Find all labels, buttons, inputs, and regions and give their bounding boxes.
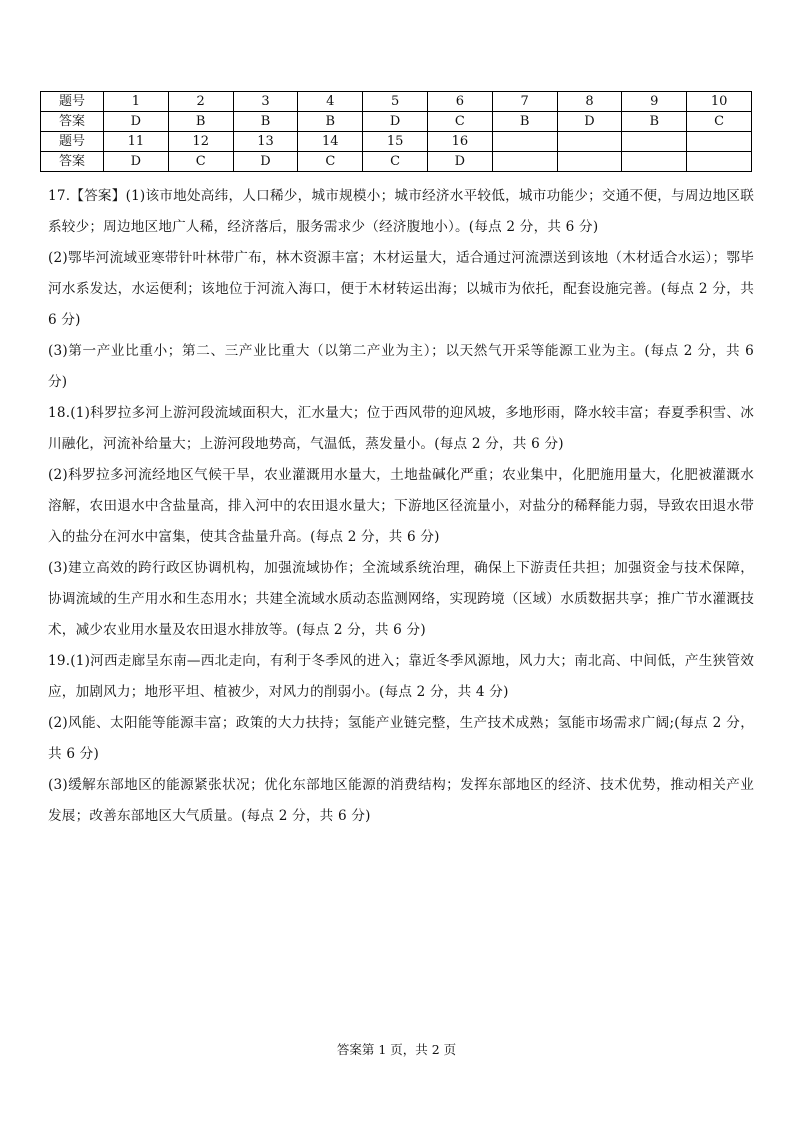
table-cell: D <box>104 152 169 172</box>
table-cell <box>622 132 687 152</box>
table-cell: 12 <box>168 132 233 152</box>
table-cell: C <box>687 112 752 132</box>
table-row <box>41 92 752 112</box>
table-cell: C <box>168 152 233 172</box>
row-label: 题号 <box>41 132 104 152</box>
answer-paragraph-19-2: (2)风能、太阳能等能源丰富；政策的大力扶持；氢能产业链完整，生产技术成熟；氢能市场需求广阔;(每点 2 分，共 6 分) <box>48 715 754 762</box>
table-cell <box>492 152 557 172</box>
table-cell: 4 <box>298 92 363 112</box>
table-cell: D <box>233 152 298 172</box>
table-cell <box>492 132 557 152</box>
table-cell <box>622 152 687 172</box>
table-cell: 11 <box>104 132 169 152</box>
answer-paragraph-17-2: (2)鄂毕河流域亚寒带针叶林带广布，林木资源丰富；木材运量大，适合通过河流漂送到该地（木材适合水运）；鄂毕河水系发达，水运便利；该地位于河流入海口，便于木材转运出海；以城市为依托，配套设施完善。(每点 2 分，共 6 分) <box>48 250 754 328</box>
page-footer: 答案第 1 页，共 2 页 <box>336 1042 457 1057</box>
answer-paragraph-18-1: 18.(1)科罗拉多河上游河段流域面积大，汇水量大；位于西风带的迎风坡，多地形雨，降水较丰富；春夏季积雪、冰川融化，河流补给量大；上游河段地势高，气温低，蒸发量小。(每点 2 分，共 6 分) <box>48 405 754 452</box>
table-cell: C <box>298 152 363 172</box>
table-cell: 9 <box>622 92 687 112</box>
answer-paragraph-18-3: (3)建立高效的跨行政区协调机构，加强流域协作；全流域系统治理，确保上下游责任共担；加强资金与技术保障，协调流域的生产用水和生态用水；共建全流域水质动态监测网络，实现跨境（区域）水质数据共享；推广节水灌溉技术，减少农业用水量及农田退水排放等。(每点 2 分，共 6 分) <box>48 560 754 638</box>
table-cell: 1 <box>104 92 169 112</box>
table-cell: 7 <box>492 92 557 112</box>
answer-paragraph-19-1: 19.(1)河西走廊呈东南—西北走向，有利于冬季风的进入；靠近冬季风源地，风力大；南北高、中间低，产生狭管效应，加剧风力；地形平坦、植被少，对风力的削弱小。(每点 2 分，共 4 分) <box>48 653 754 700</box>
table-cell: B <box>233 112 298 132</box>
table-cell: D <box>427 152 492 172</box>
table-cell <box>557 152 622 172</box>
table-cell: 13 <box>233 132 298 152</box>
table-cell <box>687 132 752 152</box>
table-cell: D <box>104 112 169 132</box>
table-cell: 10 <box>687 92 752 112</box>
table-cell: D <box>557 112 622 132</box>
table-cell: D <box>363 112 428 132</box>
answer-paragraph-17-1: 17.【答案】(1)该市地处高纬，人口稀少，城市规模小；城市经济水平较低，城市功能少；交通不便，与周边地区联系较少；周边地区地广人稀，经济落后，服务需求少（经济腹地小）。(每点 2 分，共 6 分) <box>48 188 754 235</box>
table-cell: C <box>363 152 428 172</box>
table-cell: 2 <box>168 92 233 112</box>
table-cell <box>687 152 752 172</box>
answer-content <box>48 181 754 832</box>
row-label: 题号 <box>41 92 104 112</box>
row-label: 答案 <box>41 152 104 172</box>
table-cell <box>557 132 622 152</box>
answer-paragraph-19-3: (3)缓解东部地区的能源紧张状况；优化东部地区能源的消费结构；发挥东部地区的经济、技术优势，推动相关产业发展；改善东部地区大气质量。(每点 2 分，共 6 分) <box>48 777 754 824</box>
table-row <box>41 132 752 152</box>
answer-paragraph-17-3: (3)第一产业比重小；第二、三产业比重大（以第二产业为主）；以天然气开采等能源工业为主。(每点 2 分，共 6 分) <box>48 343 754 390</box>
table-cell: 3 <box>233 92 298 112</box>
table-row <box>41 112 752 132</box>
table-cell: B <box>298 112 363 132</box>
table-cell: 15 <box>363 132 428 152</box>
table-cell: 5 <box>363 92 428 112</box>
table-cell: 8 <box>557 92 622 112</box>
table-cell: 6 <box>427 92 492 112</box>
table-cell: B <box>622 112 687 132</box>
answer-paragraph-18-2: (2)科罗拉多河流经地区气候干旱，农业灌溉用水量大，土地盐碱化严重；农业集中，化肥施用量大，化肥被灌溉水溶解，农田退水中含盐量高，排入河中的农田退水量大；下游地区径流量小，对盐分的稀释能力弱，导致农田退水带入的盐分在河水中富集，使其含盐量升高。(每点 2 分，共 6 分) <box>48 467 754 545</box>
table-cell: 14 <box>298 132 363 152</box>
row-label: 答案 <box>41 112 104 132</box>
table-cell: 16 <box>427 132 492 152</box>
table-cell: B <box>492 112 557 132</box>
answer-table <box>40 91 752 172</box>
table-cell: C <box>427 112 492 132</box>
table-row <box>41 152 752 172</box>
table-cell: B <box>168 112 233 132</box>
